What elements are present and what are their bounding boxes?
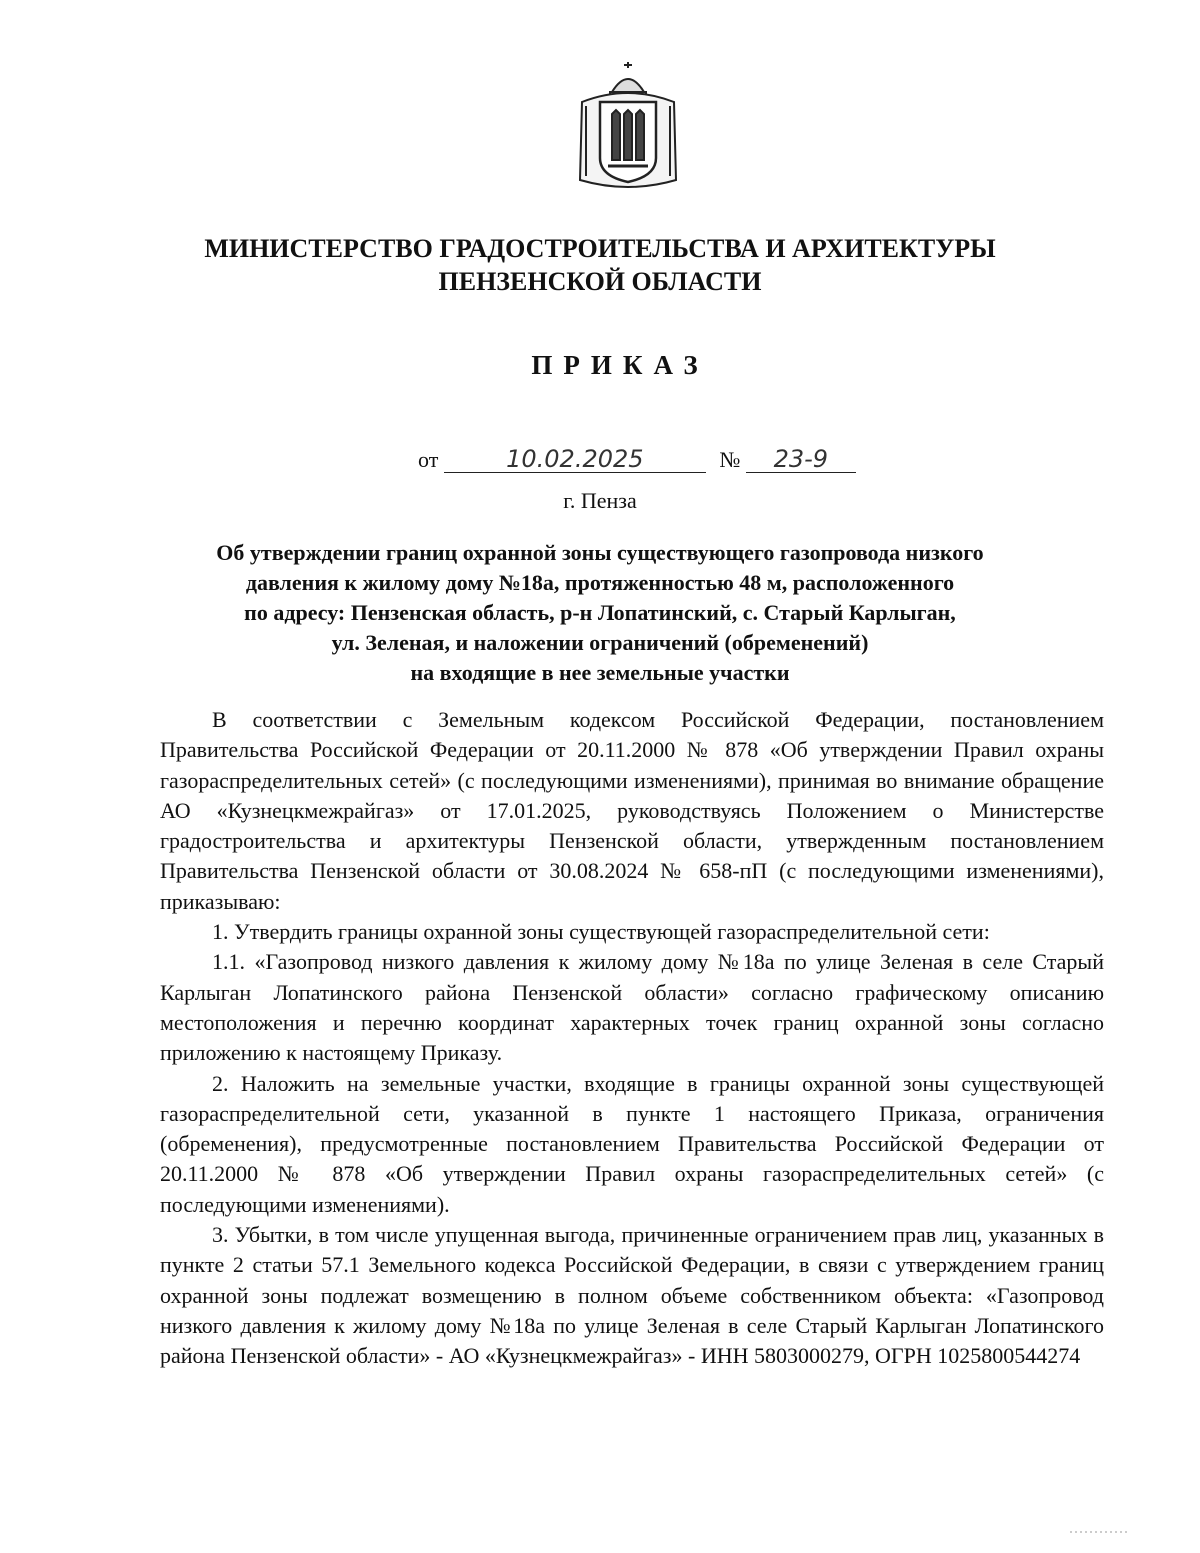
ministry-name [0, 232, 1200, 298]
from-label: от [418, 447, 439, 472]
city: г. Пенза [563, 488, 637, 513]
title-line: на входящие в нее земельные участки [410, 660, 790, 685]
coat-of-arms-icon [572, 62, 684, 194]
title-line: по адресу: Пензенская область, р-н Лопатинский, с. Старый Карлыган, [244, 600, 956, 625]
order-title [0, 538, 1200, 688]
item-1-paragraph: 1. Утвердить границы охранной зоны существующей газораспределительной сети: [212, 919, 990, 945]
item-1-1-paragraph: 1.1. «Газопровод низкого давления к жилому дому №18а по улице Зеленая в селе Старый Карлыган Лопатинского района Пензенской области» согласно графическому описанию местоположения и перечню координат характерных точек границ охранной зоны согласно приложению к настоящему Приказу. [160, 949, 1104, 1066]
item-2-paragraph: 2. Наложить на земельные участки, входящие в границы охранной зоны существующей газораспределительной сети, указанной в пункте 1 настоящего Приказа, ограничения (обременения), предусмотренные постановлением Правительства Российской Федерации от 20.11.2000 № 878 «Об утверждении Правил охраны газораспределительных сетей» (с последующими изменениями). [160, 1070, 1104, 1217]
document-type: ПРИКАЗ [531, 350, 709, 380]
title-line: Об утверждении границ охранной зоны существующего газопровода низкого [216, 540, 984, 565]
ministry-line-1: МИНИСТЕРСТВО ГРАДОСТРОИТЕЛЬСТВА И АРХИТЕКТУРЫ [204, 234, 996, 263]
order-number: 23-9 [746, 446, 856, 473]
order-body [160, 705, 1104, 1372]
order-date: 10.02.2025 [444, 446, 706, 473]
date-number-line [418, 446, 856, 473]
number-label: № [719, 447, 741, 472]
item-3-paragraph: 3. Убытки, в том числе упущенная выгода, причиненные ограничением прав лиц, указанных в пункте 2 статьи 57.1 Земельного кодекса Российской Федерации, в связи с утверждением границ охранной зоны подлежат возмещению в полном объеме собственником объекта: «Газопровод низкого давления к жилому дому №18а по улице Зеленая в селе Старый Карлыган Лопатинского района Пензенской области» - АО «Кузнецкмежрайгаз» - ИНН 5803000279, ОГРН 1025800544274 [160, 1222, 1104, 1369]
preamble-paragraph: В соответствии с Земельным кодексом Российской Федерации, постановлением Правительства Российской Федерации от 20.11.2000 № 878 «Об утверждении Правил охраны газораспределительных сетей» (с последующими изменениями), принимая во внимание обращение АО «Кузнецкмежрайгаз» от 17.01.2025, руководствуясь Положением о Министерстве градостроительства и архитектуры Пензенской области, утвержденным постановлением Правительства Пензенской области от 30.08.2024 № 658-пП (с последующими изменениями), приказываю: [160, 707, 1104, 914]
title-line: давления к жилому дому №18а, протяженностью 48 м, расположенного [245, 570, 955, 595]
scan-artifact-icon [1070, 1529, 1130, 1535]
ministry-line-2: ПЕНЗЕНСКОЙ ОБЛАСТИ [438, 267, 762, 296]
title-line: ул. Зеленая, и наложении ограничений (обременений) [331, 630, 869, 655]
